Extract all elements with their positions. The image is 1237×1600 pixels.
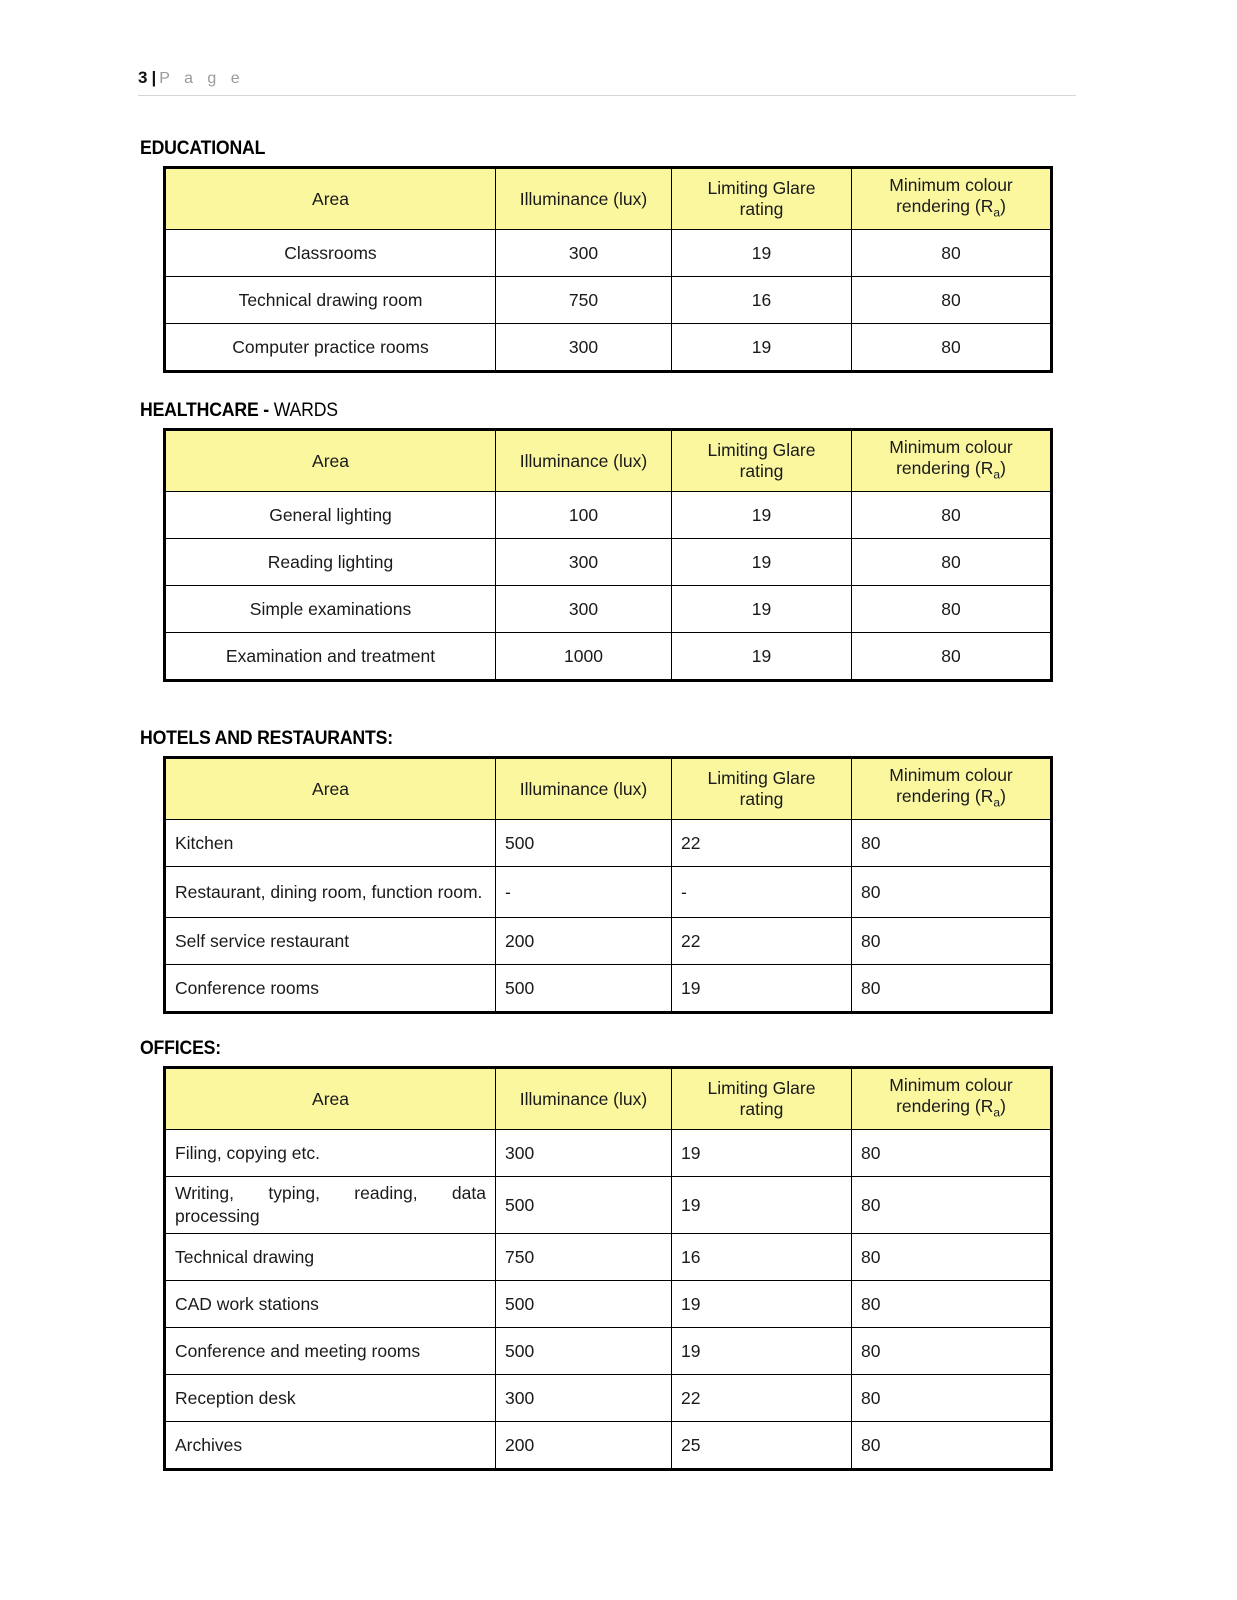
cell-colour-rendering: 80 xyxy=(852,1177,1052,1234)
column-header-glare xyxy=(672,430,852,492)
cell-area: CAD work stations xyxy=(165,1281,496,1328)
cell-glare-rating: 22 xyxy=(672,918,852,965)
cell-area: Simple examinations xyxy=(165,586,496,633)
table-row xyxy=(165,633,1052,681)
table-row xyxy=(165,1177,1052,1234)
column-header-area-label: Area xyxy=(312,778,349,799)
column-header-glare-line1: Limiting Glare xyxy=(707,178,816,198)
cell-illuminance: 750 xyxy=(496,277,672,324)
column-header-area-label: Area xyxy=(312,1088,349,1109)
column-header-glare-line2: rating xyxy=(739,789,784,809)
cell-glare-rating: 16 xyxy=(672,1234,852,1281)
cell-glare-rating: 19 xyxy=(672,1281,852,1328)
column-header-glare-line1: Limiting Glare xyxy=(707,768,816,788)
cell-colour-rendering: 80 xyxy=(852,230,1052,277)
illuminance-table xyxy=(163,428,1053,682)
cell-colour-rendering: 80 xyxy=(852,324,1052,372)
cell-glare-rating: 19 xyxy=(672,633,852,681)
cell-glare-rating: 19 xyxy=(672,230,852,277)
running-header xyxy=(138,68,1076,89)
cell-glare-rating: 19 xyxy=(672,492,852,539)
table-row xyxy=(165,1130,1052,1177)
column-header-colour-rendering xyxy=(852,1068,1052,1130)
column-header-area xyxy=(165,430,496,492)
column-header-illuminance-label: Illuminance (lux) xyxy=(519,778,648,799)
cell-area: Reading lighting xyxy=(165,539,496,586)
column-header-glare xyxy=(672,168,852,230)
table-row xyxy=(165,1422,1052,1470)
cri-text-post: ) xyxy=(1000,785,1006,806)
cri-text-post: ) xyxy=(1000,457,1006,478)
cell-area: Reception desk xyxy=(165,1375,496,1422)
cell-colour-rendering: 80 xyxy=(852,965,1052,1013)
cell-area: Computer practice rooms xyxy=(165,324,496,372)
cell-area: General lighting xyxy=(165,492,496,539)
page-header-label: P a g e xyxy=(159,70,245,87)
cell-glare-rating: 19 xyxy=(672,539,852,586)
cell-colour-rendering: 80 xyxy=(852,492,1052,539)
cell-colour-rendering: 80 xyxy=(852,277,1052,324)
cell-glare-rating: 19 xyxy=(672,1177,852,1234)
cell-illuminance: 500 xyxy=(496,1177,672,1234)
section-title-light: WARDS xyxy=(268,400,338,421)
cell-area: Examination and treatment xyxy=(165,633,496,681)
table-header-row xyxy=(165,430,1052,492)
cri-subscript: a xyxy=(993,1105,1001,1120)
column-header-glare-line2: rating xyxy=(739,199,784,219)
column-header-glare-line2: rating xyxy=(739,1099,784,1119)
column-header-illuminance xyxy=(496,758,672,820)
column-header-colour-rendering xyxy=(852,758,1052,820)
header-divider-rule xyxy=(138,95,1076,96)
column-header-area-label: Area xyxy=(312,450,349,471)
cell-glare-rating: - xyxy=(672,867,852,918)
cell-glare-rating: 19 xyxy=(672,965,852,1013)
column-header-illuminance xyxy=(496,430,672,492)
section-title xyxy=(140,728,991,750)
section-title xyxy=(140,400,991,422)
table-row xyxy=(165,586,1052,633)
cell-illuminance: 300 xyxy=(496,230,672,277)
cell-colour-rendering: 80 xyxy=(852,867,1052,918)
table-row xyxy=(165,230,1052,277)
cri-text-post: ) xyxy=(1000,195,1006,216)
cell-area: Kitchen xyxy=(165,820,496,867)
column-header-cri-line2 xyxy=(858,458,1044,486)
cri-subscript: a xyxy=(993,795,1001,810)
cell-illuminance: - xyxy=(496,867,672,918)
section-title xyxy=(140,138,991,160)
section-1 xyxy=(140,400,1055,682)
cri-subscript: a xyxy=(993,467,1001,482)
page-header-separator: | xyxy=(151,68,157,87)
cell-area: Restaurant, dining room, function room. xyxy=(165,867,496,918)
cell-glare-rating: 19 xyxy=(672,1130,852,1177)
column-header-area xyxy=(165,1068,496,1130)
column-header-cri-line1: Minimum colour xyxy=(889,436,1013,457)
table-row xyxy=(165,820,1052,867)
section-2 xyxy=(140,728,1055,1014)
cell-illuminance: 750 xyxy=(496,1234,672,1281)
table-row xyxy=(165,492,1052,539)
column-header-cri-line2 xyxy=(858,786,1044,814)
table-row xyxy=(165,1375,1052,1422)
cell-colour-rendering: 80 xyxy=(852,633,1052,681)
section-title-bold: HOTELS AND RESTAURANTS: xyxy=(140,728,393,749)
cell-colour-rendering: 80 xyxy=(852,539,1052,586)
cell-illuminance: 500 xyxy=(496,1328,672,1375)
page-number: 3 xyxy=(138,68,148,87)
cell-area: Conference and meeting rooms xyxy=(165,1328,496,1375)
cri-text-pre: rendering (R xyxy=(896,457,994,478)
cell-area: Writing, typing, reading, data processing xyxy=(165,1177,496,1234)
table-row xyxy=(165,277,1052,324)
cell-colour-rendering: 80 xyxy=(852,1328,1052,1375)
cell-illuminance: 300 xyxy=(496,1130,672,1177)
cell-area: Archives xyxy=(165,1422,496,1470)
column-header-cri-line1: Minimum colour xyxy=(889,764,1013,785)
column-header-colour-rendering xyxy=(852,430,1052,492)
section-title-bold: HEALTHCARE - xyxy=(140,400,269,421)
cri-text-post: ) xyxy=(1000,1095,1006,1116)
cell-illuminance: 1000 xyxy=(496,633,672,681)
cell-illuminance: 200 xyxy=(496,918,672,965)
column-header-illuminance-label: Illuminance (lux) xyxy=(519,188,648,209)
table-row xyxy=(165,918,1052,965)
column-header-glare-line1: Limiting Glare xyxy=(707,440,816,460)
cell-area: Technical drawing xyxy=(165,1234,496,1281)
table-header-row xyxy=(165,1068,1052,1130)
table-header-row xyxy=(165,758,1052,820)
cell-colour-rendering: 80 xyxy=(852,1130,1052,1177)
cell-area: Self service restaurant xyxy=(165,918,496,965)
cell-illuminance: 100 xyxy=(496,492,672,539)
section-0 xyxy=(140,138,1055,373)
table-row xyxy=(165,324,1052,372)
column-header-glare-line2: rating xyxy=(739,461,784,481)
cell-area: Conference rooms xyxy=(165,965,496,1013)
cell-illuminance: 500 xyxy=(496,965,672,1013)
table-row xyxy=(165,965,1052,1013)
table-row xyxy=(165,867,1052,918)
section-3 xyxy=(140,1038,1055,1471)
cell-colour-rendering: 80 xyxy=(852,586,1052,633)
cell-illuminance: 300 xyxy=(496,539,672,586)
table-row xyxy=(165,1234,1052,1281)
cri-text-pre: rendering (R xyxy=(896,195,994,216)
column-header-illuminance xyxy=(496,168,672,230)
column-header-cri-line2 xyxy=(858,1096,1044,1124)
section-title xyxy=(140,1038,991,1060)
column-header-glare-line1: Limiting Glare xyxy=(707,1078,816,1098)
cell-illuminance: 300 xyxy=(496,324,672,372)
column-header-illuminance-label: Illuminance (lux) xyxy=(519,1088,648,1109)
cell-illuminance: 300 xyxy=(496,1375,672,1422)
cell-illuminance: 500 xyxy=(496,820,672,867)
cell-colour-rendering: 80 xyxy=(852,1375,1052,1422)
page-header-line xyxy=(138,68,1076,89)
section-title-bold: OFFICES: xyxy=(140,1038,221,1059)
cell-glare-rating: 16 xyxy=(672,277,852,324)
cell-area: Classrooms xyxy=(165,230,496,277)
cell-glare-rating: 19 xyxy=(672,586,852,633)
table-row xyxy=(165,539,1052,586)
column-header-cri-line1: Minimum colour xyxy=(889,174,1013,195)
cell-glare-rating: 19 xyxy=(672,1328,852,1375)
table-row xyxy=(165,1281,1052,1328)
column-header-area-label: Area xyxy=(312,188,349,209)
column-header-illuminance xyxy=(496,1068,672,1130)
cell-area: Technical drawing room xyxy=(165,277,496,324)
column-header-glare xyxy=(672,758,852,820)
column-header-cri-line1: Minimum colour xyxy=(889,1074,1013,1095)
table-header-row xyxy=(165,168,1052,230)
cell-glare-rating: 22 xyxy=(672,1375,852,1422)
column-header-glare xyxy=(672,1068,852,1130)
cri-subscript: a xyxy=(993,205,1001,220)
column-header-area xyxy=(165,758,496,820)
cell-colour-rendering: 80 xyxy=(852,1234,1052,1281)
cell-illuminance: 200 xyxy=(496,1422,672,1470)
table-row xyxy=(165,1328,1052,1375)
cell-illuminance: 300 xyxy=(496,586,672,633)
section-title-bold: EDUCATIONAL xyxy=(140,138,266,159)
cell-glare-rating: 22 xyxy=(672,820,852,867)
cell-illuminance: 500 xyxy=(496,1281,672,1328)
illuminance-table xyxy=(163,166,1053,373)
illuminance-table xyxy=(163,756,1053,1014)
cell-colour-rendering: 80 xyxy=(852,1281,1052,1328)
cell-colour-rendering: 80 xyxy=(852,820,1052,867)
cell-glare-rating: 25 xyxy=(672,1422,852,1470)
cell-colour-rendering: 80 xyxy=(852,1422,1052,1470)
column-header-illuminance-label: Illuminance (lux) xyxy=(519,450,648,471)
column-header-area xyxy=(165,168,496,230)
column-header-colour-rendering xyxy=(852,168,1052,230)
cri-text-pre: rendering (R xyxy=(896,1095,994,1116)
cell-area: Filing, copying etc. xyxy=(165,1130,496,1177)
illuminance-table xyxy=(163,1066,1053,1471)
cell-glare-rating: 19 xyxy=(672,324,852,372)
cell-colour-rendering: 80 xyxy=(852,918,1052,965)
cri-text-pre: rendering (R xyxy=(896,785,994,806)
column-header-cri-line2 xyxy=(858,196,1044,224)
